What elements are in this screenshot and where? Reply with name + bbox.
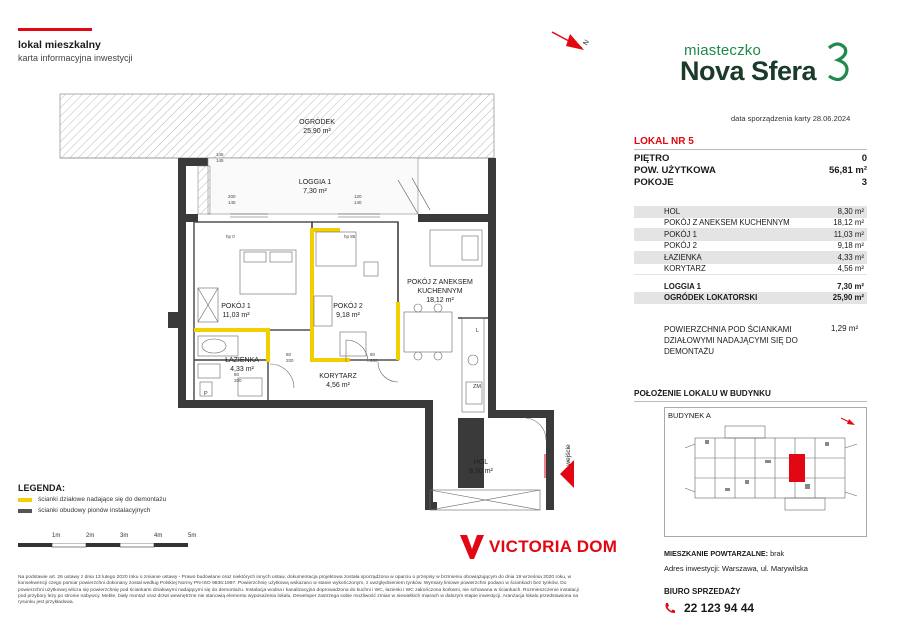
window-mark: 200 145: [228, 194, 236, 205]
room1-label: POKÓJ 1 11,03 m²: [221, 303, 251, 319]
apartment-highlight: [789, 454, 805, 482]
bath-label: ŁAZIENKA 4,33 m²: [225, 357, 259, 373]
north-label: N: [582, 38, 591, 47]
victoria-logo-icon: [460, 535, 484, 559]
developer-name: VICTORIA DOM: [489, 537, 618, 556]
card-date: data sporządzenia karty 28.06.2024: [731, 114, 851, 123]
lokal-number: LOKAL NR 5: [634, 136, 694, 147]
room-row: POKÓJ 2 9,18 m²: [634, 241, 867, 253]
room-row: POKÓJ Z ANEKSEM KUCHENNYM 18,12 m²: [634, 218, 867, 230]
hall-label: HOL 8,30 m²: [469, 459, 493, 475]
logo-small-text: miasteczko: [684, 42, 762, 59]
room-row: POKÓJ 1 11,03 m²: [634, 229, 867, 241]
walls-value: 1,29 m²: [831, 324, 859, 333]
divider: [634, 401, 867, 402]
walls-label: POWIERZCHNIA POD ŚCIANKAMI DZIAŁOWYMI NADAJĄCYMI SIĘ DO DEMONTAŻU: [664, 325, 798, 356]
room2-label: POKÓJ 2 9,18 m²: [333, 303, 363, 319]
address: Adres inwestycji: Warszawa, ul. Marywilska: [664, 564, 808, 573]
building-plan-thumbnail: [665, 408, 866, 536]
phone-icon: [664, 602, 676, 614]
logo-big-text: Nova Sfera: [680, 56, 817, 86]
position-title: POŁOŻENIE LOKALU W BUDYNKU: [634, 389, 771, 398]
room-row: HOL 8,30 m²: [634, 206, 867, 218]
building-location-map: [664, 407, 867, 537]
legend-item: ścianki działowe nadające się do demontażu: [18, 496, 166, 503]
height-mark: hp 85: [344, 234, 356, 239]
entrance-label: wejście: [565, 444, 572, 466]
kitchen-label: POKÓJ Z ANEKSEM KUCHENNYM 18,12 m²: [407, 279, 473, 304]
door-mark: 80 200: [370, 352, 378, 363]
appliance-l-label: L: [476, 328, 480, 334]
summary-row: PIĘTRO 0: [634, 153, 867, 164]
legend-item: ścianki obudowy pionów instalacyjnych: [18, 507, 150, 514]
loggia-label: LOGGIA 1 7,30 m²: [298, 179, 332, 195]
legend-title: LEGENDA:: [18, 483, 65, 493]
corridor-label: KORYTARZ 4,56 m²: [319, 373, 357, 389]
legend-swatch-yellow: [18, 498, 32, 502]
appliance-zm-label: ZM: [473, 384, 481, 390]
scale-bar: 1m 2m 3m 4m 5m: [18, 533, 208, 551]
extra-row: OGRÓDEK LOKATORSKI 25,90 m²: [634, 293, 867, 305]
sales-office-title: BIURO SPRZEDAŻY: [664, 587, 741, 596]
developer-logo: [460, 535, 617, 559]
window-mark: 120 140: [354, 194, 362, 205]
room-row: KORYTARZ 4,56 m²: [634, 264, 867, 276]
phone-number[interactable]: 22 123 94 44: [684, 601, 755, 615]
header-accent-bar: [18, 28, 92, 31]
floor-plan: [18, 82, 618, 532]
garden-label: OGRÓDEK 25,90 m²: [299, 119, 335, 135]
legal-footnote: Na podstawie art. 26 ustawy z dnia 13 lutego 2020 roku o zmianie ustawy - Prawo budowlane oraz niektórych innych ustaw, dokumentacja projektowa została sporządzona w oparciu o przepisy w brzmieniu obowiązującym do dnia 19 września 2020 roku, w konsekwencji czego pomiar powierzchni dokonany został według Polskiej Normy PN-ISO 9836:1997. Powierzchnię użytkową wskazano w stanie wykończonym, z uwzględnieniem tynków. Wymiary liniowe powierzchni podano w ściankach bez tynków. Do powierzchni użytkowej wlicza się powierzchnię pod ściankami działowymi nadającymi się do demontażu. Instalacja wodna i kanalizacyjna doprowadzona do kuchni i WC, łazienki i WC zakończona korkami, nie schowana w ściankach. Rozmieszczenie instalacji pod przybory leży po stronie nabywcy. Meble, biały montaż oraz drzwi wewnętrzne nie stanowią elementu wyposażenia lokalu. Deweloper zastrzega sobie możliwość zmian w niewielkich miarach w dalszym etapie inwestycji. Aranżacja lokalu przedstawiona na rysunku jest przykładowa.: [18, 575, 579, 606]
demountable-walls: [194, 228, 400, 362]
height-mark: hp 0: [226, 234, 235, 239]
appliance-p-label: P: [204, 391, 208, 397]
page-subtitle: karta informacyjna inwestycji: [18, 53, 133, 63]
extra-row: LOGGIA 1 7,30 m²: [634, 281, 867, 293]
door-mark: 80 200: [286, 352, 294, 363]
window-mark: 145 145: [216, 152, 224, 163]
garden-area: [60, 94, 494, 158]
room-row: ŁAZIENKA 4,33 m²: [634, 252, 867, 264]
phone-row: [664, 601, 754, 615]
duplex-info: MIESZKANIE POWTARZALNE: brak: [664, 549, 785, 558]
legend-swatch-gray: [18, 509, 32, 513]
divider: [634, 149, 867, 150]
summary-row: POW. UŻYTKOWA 56,81 m²: [634, 165, 867, 176]
building-label: BUDYNEK A: [668, 411, 711, 420]
mini-compass-icon: [841, 418, 855, 425]
door-mark: 80 200: [234, 372, 242, 383]
page-title: lokal mieszkalny: [18, 39, 101, 51]
north-compass-icon: [548, 26, 598, 58]
logo-three-icon: [824, 40, 852, 84]
rooms-table: [634, 206, 867, 304]
summary-row: POKOJE 3: [634, 177, 867, 188]
